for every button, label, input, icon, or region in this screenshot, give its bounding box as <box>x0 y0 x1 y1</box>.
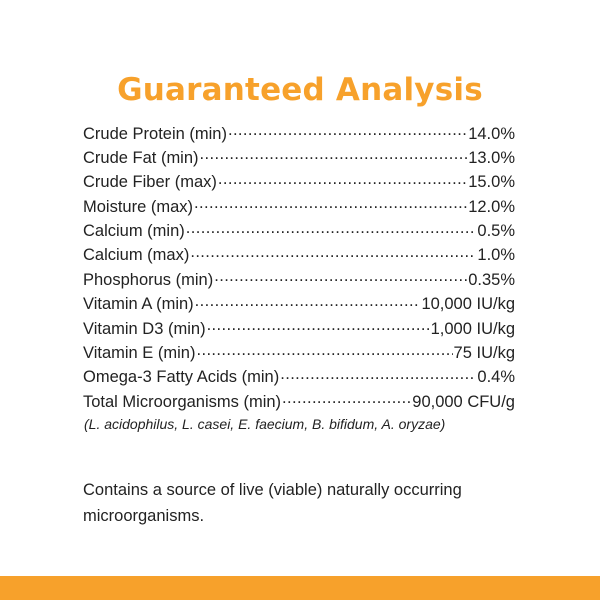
dot-leader <box>214 268 467 285</box>
analysis-label: Phosphorus (min) <box>83 270 214 289</box>
dot-leader <box>186 220 477 237</box>
analysis-row-crude-fiber <box>83 171 515 195</box>
analysis-row-omega-3 <box>83 366 515 390</box>
analysis-value: 1.0% <box>477 246 515 265</box>
analysis-label: Vitamin E (min) <box>83 344 196 363</box>
analysis-label: Total Microorganisms (min) <box>83 392 282 411</box>
analysis-row-calcium-min <box>83 220 515 244</box>
analysis-label: Crude Fat (min) <box>83 148 199 167</box>
dot-leader <box>200 146 468 163</box>
analysis-label: Vitamin D3 (min) <box>83 319 206 338</box>
microorganism-species-note: (L. acidophilus, L. casei, E. faecium, B. bifidum, A. oryzae) <box>84 416 446 432</box>
analysis-row-moisture <box>83 195 515 219</box>
dot-leader <box>218 171 467 188</box>
live-microorganisms-statement: Contains a source of live (viable) naturally occurring microorganisms. <box>83 480 462 525</box>
analysis-value: 13.0% <box>468 148 515 167</box>
dot-leader <box>196 342 452 359</box>
analysis-value: 0.5% <box>477 222 515 241</box>
analysis-value: 15.0% <box>468 173 515 192</box>
analysis-value: 0.35% <box>468 270 515 289</box>
dot-leader <box>228 122 467 139</box>
analysis-label: Omega-3 Fatty Acids (min) <box>83 368 280 387</box>
analysis-value: 1,000 IU/kg <box>430 319 515 338</box>
analysis-value: 14.0% <box>468 124 515 143</box>
dot-leader <box>207 317 430 334</box>
page-title: Guaranteed Analysis <box>117 72 483 108</box>
analysis-row-calcium-max <box>83 244 515 268</box>
analysis-label: Calcium (max) <box>83 246 190 265</box>
dot-leader <box>194 195 467 212</box>
dot-leader <box>282 390 411 407</box>
analysis-value: 12.0% <box>468 197 515 216</box>
analysis-value: 0.4% <box>477 368 515 387</box>
analysis-value: 10,000 IU/kg <box>421 295 515 314</box>
analysis-row-crude-protein <box>83 122 515 146</box>
analysis-label: Crude Fiber (max) <box>83 173 217 192</box>
dot-leader <box>190 244 476 261</box>
analysis-row-vitamin-d3 <box>83 317 515 341</box>
analysis-label: Calcium (min) <box>83 222 185 241</box>
guaranteed-analysis-list <box>83 122 515 415</box>
bottom-accent-bar <box>0 576 600 600</box>
analysis-label: Vitamin A (min) <box>83 295 194 314</box>
analysis-row-vitamin-e <box>83 342 515 366</box>
analysis-value: 75 IU/kg <box>453 344 515 363</box>
analysis-row-crude-fat <box>83 146 515 170</box>
analysis-row-total-microorganisms <box>83 390 515 414</box>
analysis-value: 90,000 CFU/g <box>412 392 515 411</box>
analysis-row-phosphorus <box>83 268 515 292</box>
dot-leader <box>195 293 421 310</box>
analysis-row-vitamin-a <box>83 293 515 317</box>
dot-leader <box>280 366 476 383</box>
analysis-label: Crude Protein (min) <box>83 124 227 143</box>
analysis-label: Moisture (max) <box>83 197 194 216</box>
